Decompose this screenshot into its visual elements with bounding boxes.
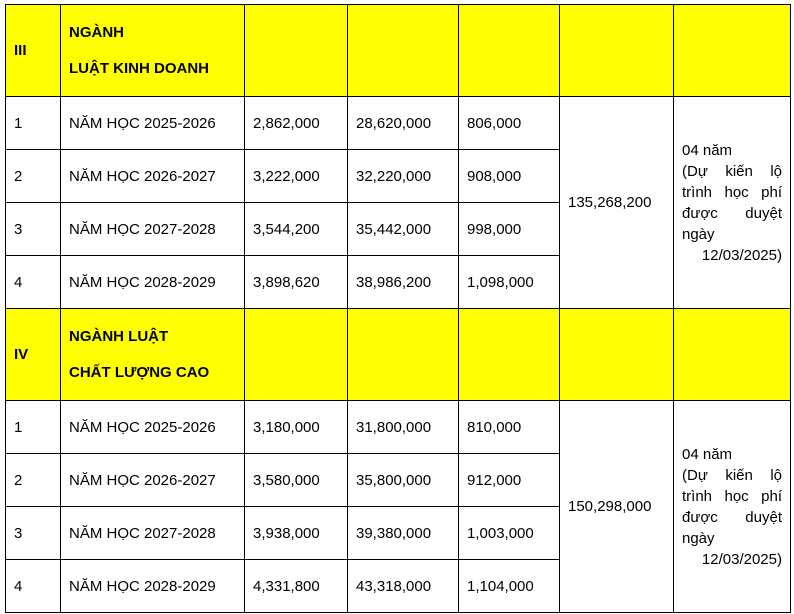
note-line: 12/03/2025)	[701, 246, 782, 264]
total-fee: 150,298,000	[560, 401, 674, 613]
other-fee: 998,000	[459, 203, 560, 256]
row-number: 2	[6, 454, 61, 507]
note-line: (Dự kiến lộ	[682, 162, 782, 180]
note-line: ngày	[682, 529, 715, 547]
empty-cell	[560, 309, 674, 401]
academic-year: NĂM HỌC 2028-2029	[61, 256, 245, 309]
academic-year: NĂM HỌC 2026-2027	[61, 150, 245, 203]
semester-fee: 28,620,000	[348, 97, 459, 150]
other-fee: 1,003,000	[459, 507, 560, 560]
credit-fee: 3,222,000	[245, 150, 348, 203]
empty-cell	[674, 309, 791, 401]
empty-cell	[459, 5, 560, 97]
row-number: 4	[6, 256, 61, 309]
semester-fee: 32,220,000	[348, 150, 459, 203]
credit-fee: 3,580,000	[245, 454, 348, 507]
semester-fee: 43,318,000	[348, 560, 459, 613]
credit-fee: 3,898,620	[245, 256, 348, 309]
section-title	[61, 309, 245, 401]
academic-year: NĂM HỌC 2026-2027	[61, 454, 245, 507]
section-title-line: NGÀNH LUẬT	[69, 327, 169, 345]
section-number: IV	[6, 309, 61, 401]
note-line: được duyệt	[682, 204, 782, 222]
tuition-fee-table	[5, 4, 791, 613]
credit-fee: 3,544,200	[245, 203, 348, 256]
academic-year: NĂM HỌC 2025-2026	[61, 401, 245, 454]
semester-fee: 35,800,000	[348, 454, 459, 507]
other-fee: 1,104,000	[459, 560, 560, 613]
section-title-line: LUẬT KINH DOANH	[69, 59, 209, 77]
credit-fee: 3,938,000	[245, 507, 348, 560]
section-title-line: CHẤT LƯỢNG CAO	[69, 363, 210, 381]
note-line: trình học phí	[682, 183, 782, 201]
academic-year: NĂM HỌC 2027-2028	[61, 507, 245, 560]
note-line: 04 năm	[682, 445, 733, 463]
row-number: 1	[6, 401, 61, 454]
semester-fee: 35,442,000	[348, 203, 459, 256]
other-fee: 806,000	[459, 97, 560, 150]
section-number: III	[6, 5, 61, 97]
empty-cell	[348, 5, 459, 97]
academic-year: NĂM HỌC 2028-2029	[61, 560, 245, 613]
row-number: 3	[6, 203, 61, 256]
credit-fee: 3,180,000	[245, 401, 348, 454]
note-line: (Dự kiến lộ	[682, 466, 782, 484]
note-line: được duyệt	[682, 508, 782, 526]
other-fee: 810,000	[459, 401, 560, 454]
table-row	[6, 97, 791, 150]
academic-year: NĂM HỌC 2025-2026	[61, 97, 245, 150]
empty-cell	[245, 309, 348, 401]
note-line: ngày	[682, 225, 715, 243]
row-number: 2	[6, 150, 61, 203]
empty-cell	[348, 309, 459, 401]
row-number: 1	[6, 97, 61, 150]
duration-note	[674, 97, 791, 309]
table-row	[6, 401, 791, 454]
other-fee: 912,000	[459, 454, 560, 507]
section-header-row	[6, 5, 791, 97]
credit-fee: 4,331,800	[245, 560, 348, 613]
note-line: trình học phí	[682, 487, 782, 505]
section-title-line: NGÀNH	[69, 23, 124, 41]
section-title	[61, 5, 245, 97]
empty-cell	[245, 5, 348, 97]
note-line: 12/03/2025)	[701, 550, 782, 568]
empty-cell	[674, 5, 791, 97]
row-number: 4	[6, 560, 61, 613]
other-fee: 1,098,000	[459, 256, 560, 309]
semester-fee: 31,800,000	[348, 401, 459, 454]
other-fee: 908,000	[459, 150, 560, 203]
academic-year: NĂM HỌC 2027-2028	[61, 203, 245, 256]
section-header-row	[6, 309, 791, 401]
note-line: 04 năm	[682, 141, 733, 159]
duration-note	[674, 401, 791, 613]
empty-cell	[560, 5, 674, 97]
total-fee: 135,268,200	[560, 97, 674, 309]
row-number: 3	[6, 507, 61, 560]
semester-fee: 38,986,200	[348, 256, 459, 309]
credit-fee: 2,862,000	[245, 97, 348, 150]
empty-cell	[459, 309, 560, 401]
semester-fee: 39,380,000	[348, 507, 459, 560]
